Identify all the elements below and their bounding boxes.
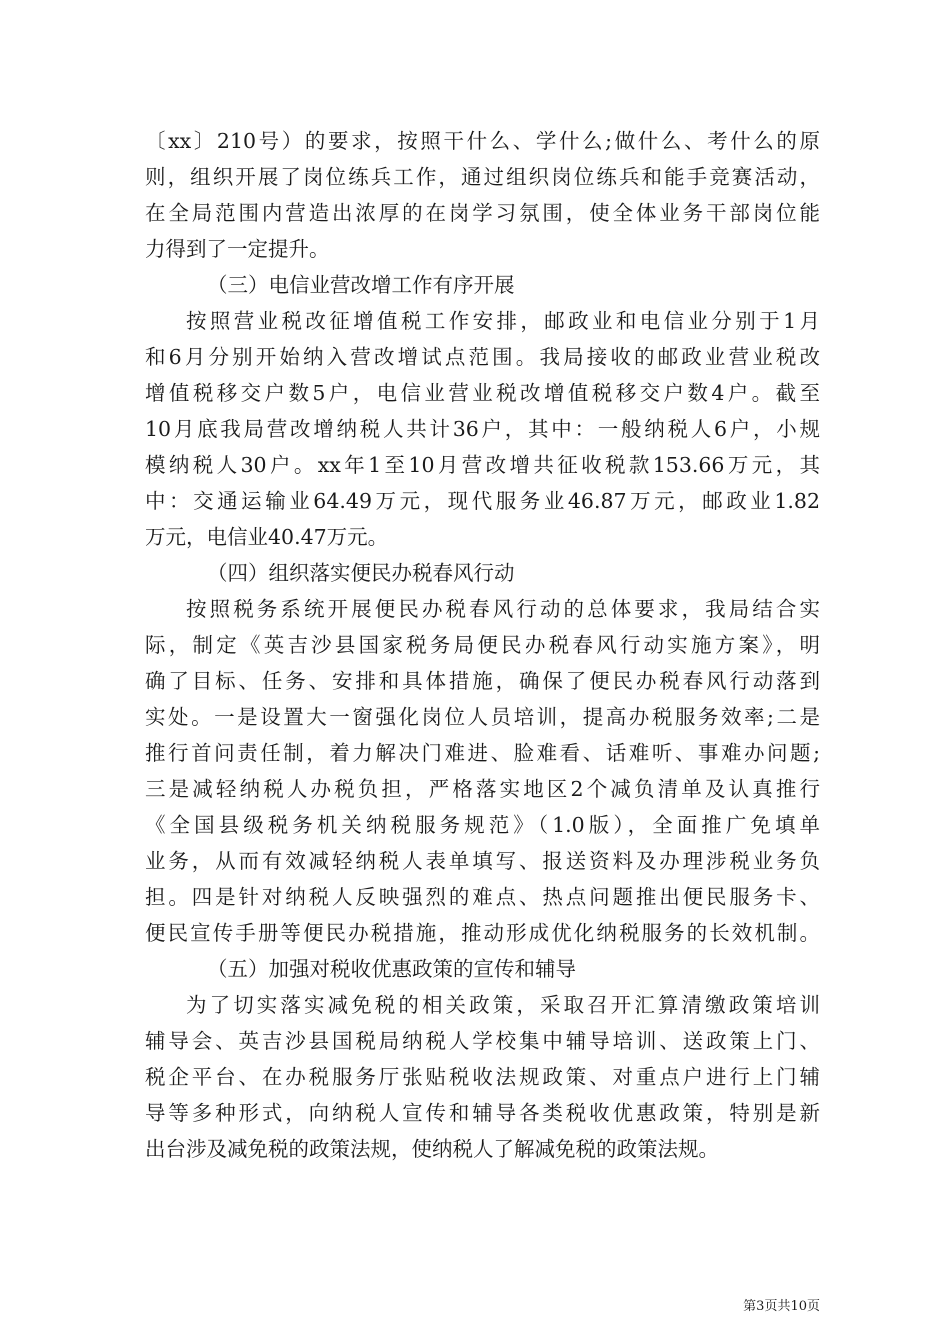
text-line: 便民宣传手册等便民办税措施，推动形成优化纳税服务的长效机制。 <box>145 921 820 945</box>
text-line: 《全国县级税务机关纳税服务规范》（1.0版），全面推广免填单 <box>145 813 820 837</box>
text-line: 〔xx〕210号）的要求，按照干什么、学什么;做什么、考什么的原 <box>145 129 820 153</box>
text-line: 确了目标、任务、安排和具体措施，确保了便民办税春风行动落到 <box>145 669 820 693</box>
text-line: 辅导会、英吉沙县国税局纳税人学校集中辅导培训、送政策上门、 <box>145 1029 820 1053</box>
text-line: 导等多种形式，向纳税人宣传和辅导各类税收优惠政策，特别是新 <box>145 1101 820 1125</box>
text-line: 出台涉及减免税的政策法规，使纳税人了解减免税的政策法规。 <box>145 1137 719 1161</box>
text-line: 担。四是针对纳税人反映强烈的难点、热点问题推出便民服务卡、 <box>145 885 820 909</box>
text-line: 税企平台、在办税服务厅张贴税收法规政策、对重点户进行上门辅 <box>145 1065 820 1089</box>
text-line: 为了切实落实减免税的相关政策，采取召开汇算清缴政策培训 <box>186 993 820 1017</box>
text-line: 和6月分别开始纳入营改增试点范围。我局接收的邮政业营业税改 <box>145 345 820 369</box>
text-line: 三是减轻纳税人办税负担，严格落实地区2个减负清单及认真推行 <box>145 777 820 801</box>
text-line: 业务，从而有效减轻纳税人表单填写、报送资料及办理涉税业务负 <box>145 849 820 873</box>
page-number: 第3页共10页 <box>743 1299 820 1314</box>
text-line: 中：交通运输业64.49万元，现代服务业46.87万元，邮政业1.82 <box>145 489 820 513</box>
text-line: 按照税务系统开展便民办税春风行动的总体要求，我局结合实 <box>186 597 820 621</box>
section-heading: （四）组织落实便民办税春风行动 <box>207 561 515 585</box>
text-line: 则，组织开展了岗位练兵工作，通过组织岗位练兵和能手竞赛活动， <box>145 165 820 189</box>
text-line: 实处。一是设置大一窗强化岗位人员培训，提高办税服务效率;二是 <box>145 705 820 729</box>
text-line: 增值税移交户数5户，电信业营业税改增值税移交户数4户。截至 <box>145 381 820 405</box>
text-line: 推行首问责任制，着力解决门难进、脸难看、话难听、事难办问题; <box>145 741 820 765</box>
text-line: 万元，电信业40.47万元。 <box>145 525 389 549</box>
text-line: 按照营业税改征增值税工作安排，邮政业和电信业分别于1月 <box>186 309 820 333</box>
section-heading: （三）电信业营改增工作有序开展 <box>207 273 515 297</box>
text-line: 在全局范围内营造出浓厚的在岗学习氛围，使全体业务干部岗位能 <box>145 201 820 225</box>
text-line: 模纳税人30户。xx年1至10月营改增共征收税款153.66万元，其 <box>145 453 820 477</box>
section-heading: （五）加强对税收优惠政策的宣传和辅导 <box>207 957 576 981</box>
text-line: 力得到了一定提升。 <box>145 237 330 261</box>
text-line: 10月底我局营改增纳税人共计36户，其中：一般纳税人6户，小规 <box>145 417 820 441</box>
text-line: 际，制定《英吉沙县国家税务局便民办税春风行动实施方案》，明 <box>145 633 820 657</box>
